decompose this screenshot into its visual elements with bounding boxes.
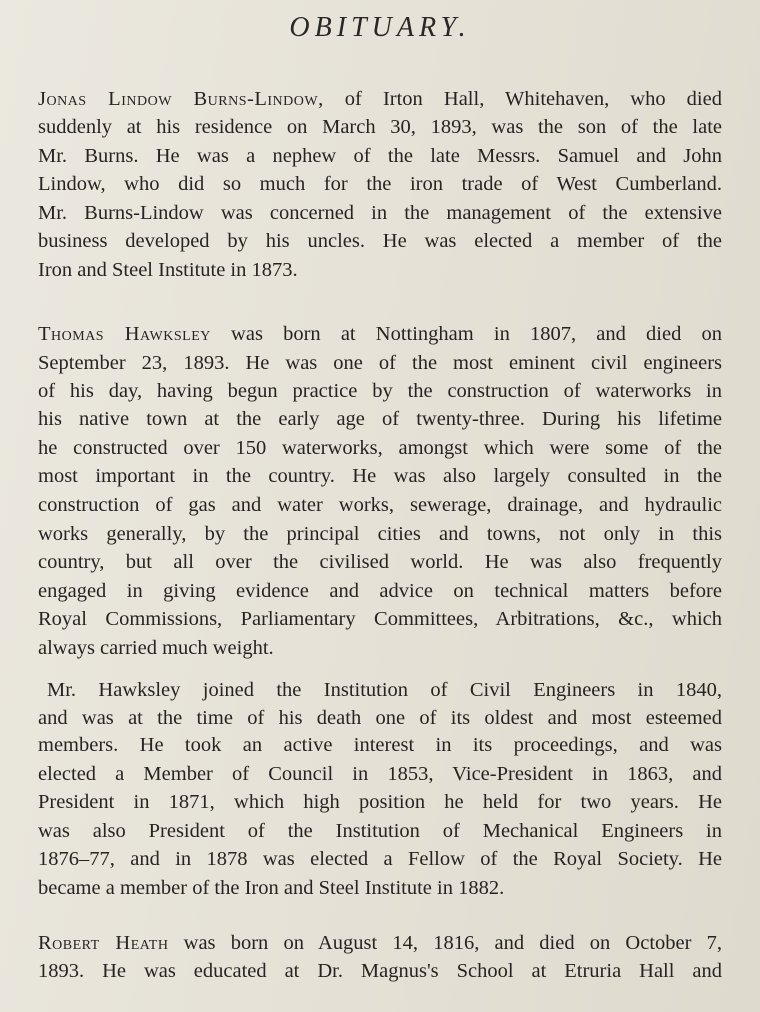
text-line <box>38 257 722 283</box>
line-text: Iron and Steel Institute in 1873. <box>38 259 298 281</box>
line-text: members. He took an active interest in its proceedings, and was <box>38 734 722 756</box>
line-text: he constructed over 150 waterworks, amongst which were some of the <box>38 437 722 459</box>
line-text: of Irton Hall, Whitehaven, who died <box>323 88 722 110</box>
line-text: of his day, having begun practice by the construction of waterworks in <box>38 380 722 402</box>
line-text: Lindow, who did so much for the iron trade of West Cumberland. <box>38 173 722 195</box>
person-name: Jonas Lindow Burns-Lindow, <box>38 88 324 110</box>
line-text: Mr. Burns-Lindow was concerned in the management of the extensive <box>38 202 722 224</box>
line-text: Mr. Hawksley joined the Institution of Civil Engineers in 1840, <box>47 679 722 701</box>
text-line <box>38 143 722 169</box>
text-line <box>38 606 722 632</box>
text-line <box>38 228 722 254</box>
line-text: engaged in giving evidence and advice on technical matters before <box>38 580 722 602</box>
line-text: his native town at the early age of twenty-three. During his lifetime <box>38 408 722 430</box>
text-line <box>38 789 722 815</box>
text-line <box>38 435 722 461</box>
line-text: September 23, 1893. He was one of the most eminent civil engineers <box>38 352 722 374</box>
line-text: elected a Member of Council in 1853, Vice-President in 1863, and <box>38 763 722 785</box>
text-line <box>38 200 722 226</box>
person-name: Thomas Hawksley <box>38 323 211 345</box>
text-line <box>38 463 722 489</box>
line-text: President in 1871, which high position he held for two years. He <box>38 791 722 813</box>
text-line <box>38 635 722 661</box>
text-line <box>38 761 722 787</box>
text-line <box>38 549 722 575</box>
text-line <box>38 378 722 404</box>
text-line <box>38 521 722 547</box>
line-text: Mr. Burns. He was a nephew of the late Messrs. Samuel and John <box>38 145 722 167</box>
line-text: business developed by his uncles. He was elected a member of the <box>38 230 722 252</box>
text-line <box>47 677 722 703</box>
text-line <box>38 930 722 956</box>
line-text: 1876–77, and in 1878 was elected a Fellow of the Royal Society. He <box>38 848 722 870</box>
line-text: suddenly at his residence on March 30, 1893, was the son of the late <box>38 116 722 138</box>
line-text: 1893. He was educated at Dr. Magnus's School at Etruria Hall and <box>38 960 722 982</box>
text-line <box>38 875 722 901</box>
text-line <box>38 578 722 604</box>
text-line <box>38 406 722 432</box>
text-line <box>38 171 722 197</box>
line-text: works generally, by the principal cities and towns, not only in this <box>38 523 722 545</box>
text-line <box>38 492 722 518</box>
line-text: most important in the country. He was also largely consulted in the <box>38 465 722 487</box>
text-line <box>38 958 722 984</box>
text-line <box>38 321 722 347</box>
text-line <box>38 732 722 758</box>
line-text: was born on August 14, 1816, and died on October 7, <box>168 932 722 954</box>
line-text: country, but all over the civilised world. He was also frequently <box>38 551 722 573</box>
person-name: Robert Heath <box>38 932 169 954</box>
text-line <box>38 350 722 376</box>
text-line <box>38 86 722 112</box>
text-line <box>38 114 722 140</box>
text-line <box>38 705 722 731</box>
page-title: OBITUARY. <box>289 12 471 43</box>
line-text: construction of gas and water works, sewerage, drainage, and hydraulic <box>38 494 722 516</box>
line-text: always carried much weight. <box>38 637 274 659</box>
line-text: became a member of the Iron and Steel Institute in 1882. <box>38 877 505 899</box>
line-text: and was at the time of his death one of its oldest and most esteemed <box>38 707 722 729</box>
text-line <box>38 818 722 844</box>
line-text: Royal Commissions, Parliamentary Committees, Arbitrations, &c., which <box>38 608 722 630</box>
line-text: was also President of the Institution of Mechanical Engineers in <box>38 820 722 842</box>
text-line <box>38 846 722 872</box>
line-text: was born at Nottingham in 1807, and died on <box>210 323 722 345</box>
